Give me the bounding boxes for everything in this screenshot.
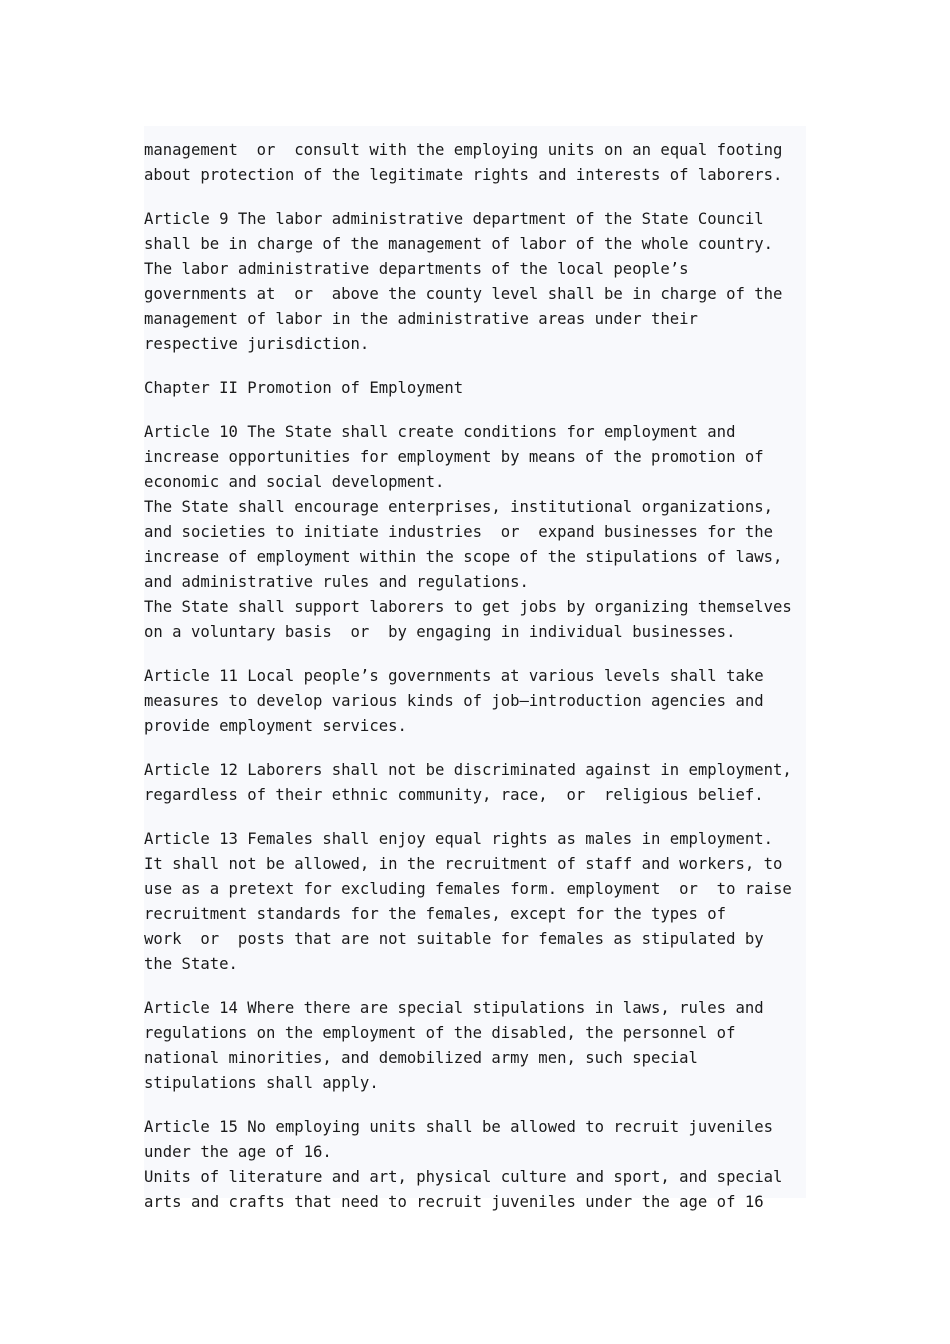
paragraph-line: governments at or above the county level shall be in charge of the	[144, 285, 783, 303]
paragraph-line: provide employment services.	[144, 717, 407, 735]
paragraph-line: measures to develop various kinds of job—introduction agencies and	[144, 692, 764, 710]
text-column	[144, 126, 806, 1211]
paragraph-line: management of labor in the administrative areas under their	[144, 310, 698, 328]
paragraph-line: stipulations shall apply.	[144, 1074, 379, 1092]
paragraph-line: the State.	[144, 955, 238, 973]
paragraph-line: Article 11 Local people’s governments at various levels shall take	[144, 667, 764, 685]
paragraph-line: Chapter II Promotion of Employment	[144, 379, 464, 397]
paragraph-line: recruitment standards for the females, except for the types of	[144, 905, 727, 923]
paragraph-line: and administrative rules and regulations.	[144, 573, 529, 591]
paragraph-line: The State shall encourage enterprises, institutional organizations,	[144, 498, 774, 516]
paragraph-line: management or consult with the employing units on an equal footing	[144, 141, 783, 159]
paragraph-line: shall be in charge of the management of labor of the whole country.	[144, 235, 774, 253]
paragraph-line: and societies to initiate industries or expand businesses for the	[144, 523, 774, 541]
paragraph-line: Article 9 The labor administrative department of the State Council	[144, 210, 764, 228]
paragraph-line: Article 10 The State shall create conditions for employment and	[144, 423, 736, 441]
paragraph-line: arts and crafts that need to recruit juveniles under the age of 16	[144, 1193, 764, 1211]
paragraph-line: regulations on the employment of the disabled, the personnel of	[144, 1024, 736, 1042]
paragraph-line: economic and social development.	[144, 473, 445, 491]
paragraph-line: increase opportunities for employment by means of the promotion of	[144, 448, 764, 466]
paragraph-line: Article 14 Where there are special stipulations in laws, rules and	[144, 999, 764, 1017]
paragraph-line: national minorities, and demobilized army men, such special	[144, 1049, 698, 1067]
paragraph-line: respective jurisdiction.	[144, 335, 370, 353]
paragraph-line: The labor administrative departments of the local people’s	[144, 260, 689, 278]
paragraph-line: on a voluntary basis or by engaging in individual businesses.	[144, 623, 736, 641]
paragraph-line: under the age of 16.	[144, 1143, 332, 1161]
paragraph-line: Article 13 Females shall enjoy equal rights as males in employment.	[144, 830, 774, 848]
paragraph-line: The State shall support laborers to get jobs by organizing themselves	[144, 598, 792, 616]
paragraph-line: Units of literature and art, physical culture and sport, and special	[144, 1168, 783, 1186]
paragraph-line: use as a pretext for excluding females form. employment or to raise	[144, 880, 792, 898]
paragraph-line: Article 15 No employing units shall be allowed to recruit juveniles	[144, 1118, 774, 1136]
paragraph-line: regardless of their ethnic community, race, or religious belief.	[144, 786, 764, 804]
paragraph-line: work or posts that are not suitable for females as stipulated by	[144, 930, 764, 948]
paragraph-line: about protection of the legitimate rights and interests of laborers.	[144, 166, 783, 184]
paragraph-line: It shall not be allowed, in the recruitment of staff and workers, to	[144, 855, 783, 873]
paragraph-line: Article 12 Laborers shall not be discriminated against in employment,	[144, 761, 792, 779]
paragraph-line: increase of employment within the scope of the stipulations of laws,	[144, 548, 783, 566]
